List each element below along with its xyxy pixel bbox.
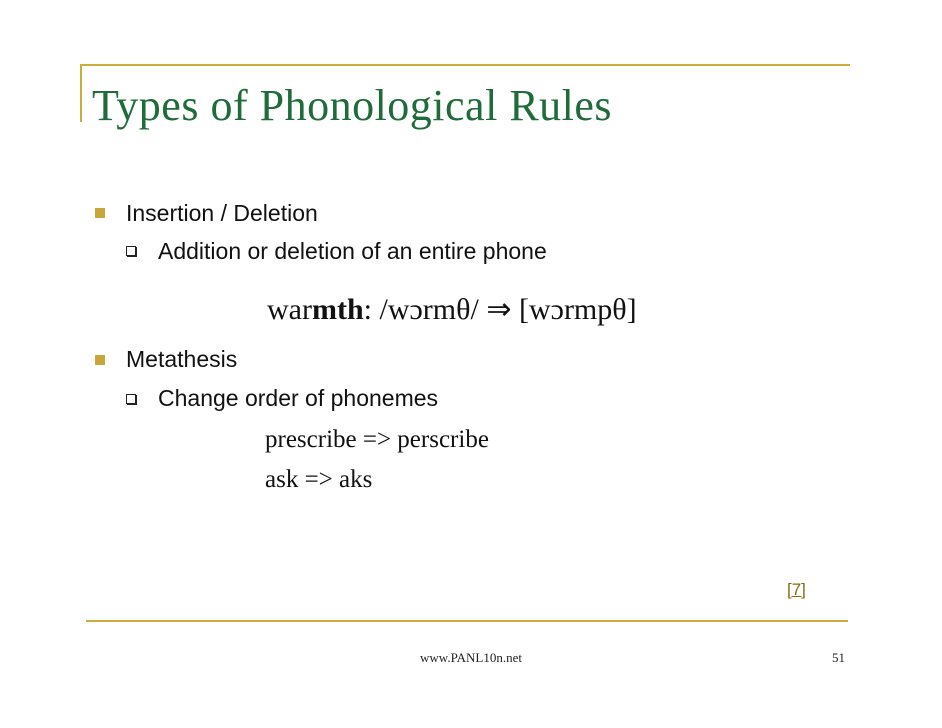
sub-bullet-checkbox-icon [126, 394, 136, 404]
footer-url: www.PANL10n.net [420, 650, 522, 665]
sub-bullet-checkbox-icon [126, 246, 136, 256]
formula-transcription: : /wɔrmθ/ ⇒ [wɔrmpθ] [363, 293, 637, 326]
slide-frame-top-border [80, 64, 850, 66]
example-prescribe: prescribe => perscribe [265, 426, 489, 453]
example-ask: ask => aks [265, 466, 373, 493]
slide-title: Types of Phonological Rules [92, 81, 613, 130]
footer-divider [86, 620, 848, 622]
sub-bullet-change-order: Change order of phonemes [158, 385, 439, 411]
reference-link[interactable]: [7] [787, 580, 806, 599]
bullet-square-icon [95, 208, 105, 218]
formula-word-prefix: war [267, 293, 312, 326]
sub-bullet-addition-deletion: Addition or deletion of an entire phone [158, 238, 547, 264]
slide-frame-left-border [80, 64, 82, 122]
warmth-formula [267, 292, 637, 327]
bullet-insertion-deletion: Insertion / Deletion [126, 200, 318, 226]
bullet-square-icon [95, 355, 105, 365]
formula-word-bold: mth [311, 293, 364, 326]
page-number: 51 [832, 650, 845, 665]
bullet-metathesis: Metathesis [126, 346, 238, 372]
